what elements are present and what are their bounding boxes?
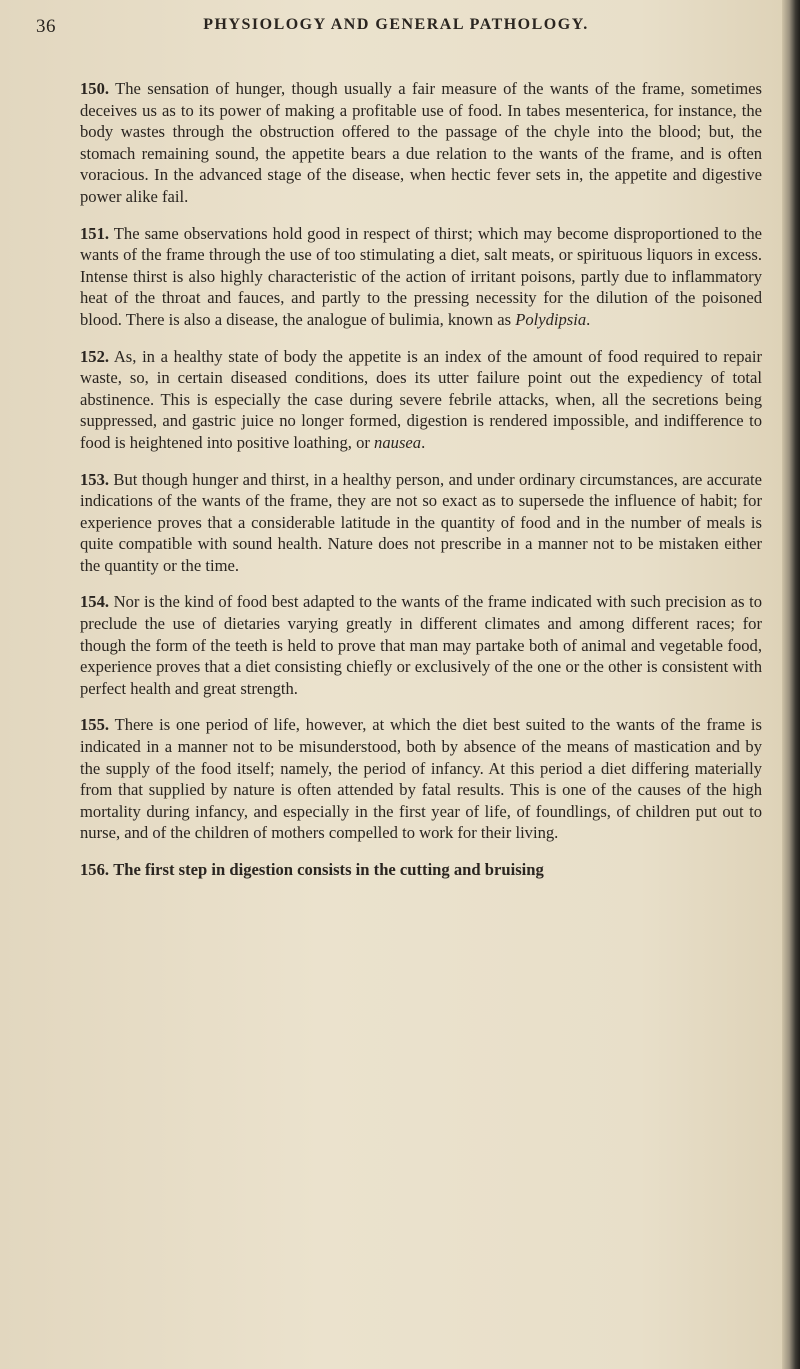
page-header	[36, 16, 756, 50]
paragraph-text: The sensation of hunger, though usually a fair measure of the wants of the frame, sometimes deceives us as to its power of making a profitable use of food. In tabes mesenterica, for instance, the body wastes through the obstruction offered to the passage of the chyle into the blood; but, the stomach remaining sound, the appetite bears a due relation to the wants of the frame, and is often voracious. In the advanced stage of the disease, when hectic fever sets in, the appetite and digestive power alike fail.	[80, 79, 762, 206]
running-head: PHYSIOLOGY AND GENERAL PATHOLOGY.	[203, 16, 589, 33]
paragraph-text: As, in a healthy state of body the appetite is an index of the amount of food required to repair waste, so, in certain diseased conditions, does its utter failure point out the expediency of total abstinence. This is especially the case during severe febrile attacks, when, all the secretions being suppressed, and gastric juice no longer formed, digestion is rendered impossible, and indifference to food is heightened into positive loathing, or	[80, 346, 762, 452]
paragraph-number: 154.	[80, 592, 110, 612]
paragraph-152	[80, 346, 762, 454]
paragraph-number: 152.	[80, 346, 110, 366]
italic-term: nausea	[374, 432, 422, 452]
paragraph-number: 150.	[80, 79, 110, 98]
page-number: 36	[36, 16, 56, 37]
paragraph-156	[80, 859, 762, 881]
paragraph-text: Nor is the kind of food best adapted to the wants of the frame indicated with such precision as to preclude the use of dietaries varying greatly in different climates and among different races; for though the form of the teeth is held to prove that man may partake both of animal and vegetable food, experience proves that a diet consisting chiefly or exclusively of the one or the other is consistent with perfect health and great strength.	[80, 592, 762, 698]
page-edge-shadow	[782, 0, 800, 1369]
paragraph-150	[80, 78, 762, 208]
paragraph-lead-text: The first step in digestion consists in the cutting and bruising	[113, 860, 544, 879]
paragraph-number: 156.	[80, 860, 110, 879]
paragraph-151	[80, 223, 762, 331]
paragraph-text-end: .	[421, 432, 426, 452]
paragraph-number: 155.	[80, 715, 110, 735]
paragraph-155	[80, 714, 762, 844]
paragraph-text: The same observations hold good in respect of thirst; which may become disproportioned to the wants of the frame through the use of too stimulating a diet, salt meats, or spirituous liquors in excess. Intense thirst is also highly characteristic of the action of irritant poisons, partly due to inflammatory heat of the throat and fauces, and partly to the pressing necessity for the dilution of the poisoned blood. There is also a disease, the analogue of bulimia, known as	[80, 223, 762, 329]
paragraph-text: There is one period of life, however, at which the diet best suited to the wants of the frame is indicated in a manner not to be misunderstood, both by absence of the means of mastication and by the supply of the food itself; namely, the period of infancy. At this period a diet differing materially from that supplied by nature is often attended by fatal results. This is one of the causes of the high mortality during infancy, and especially in the first year of life, of foundlings, of children put out to nurse, and of the children of mothers compelled to work for their living.	[80, 715, 763, 843]
paragraph-154	[80, 591, 762, 699]
paragraph-number: 153.	[80, 469, 110, 489]
body-text	[80, 78, 762, 881]
paragraph-153	[80, 469, 762, 577]
paragraph-text: But though hunger and thirst, in a healthy person, and under ordinary circumstances, are accurate indications of the wants of the frame, they are not so exact as to supersede the influence of habit; for experience proves that a considerable latitude in the quantity of food and in the number of meals is quite compatible with sound health. Nature does not prescribe in a manner not to be mistaken either the quantity or the time.	[80, 469, 762, 575]
paragraph-text-end: .	[586, 309, 591, 329]
italic-term: Polydipsia	[515, 309, 587, 329]
paragraph-number: 151.	[80, 223, 110, 243]
